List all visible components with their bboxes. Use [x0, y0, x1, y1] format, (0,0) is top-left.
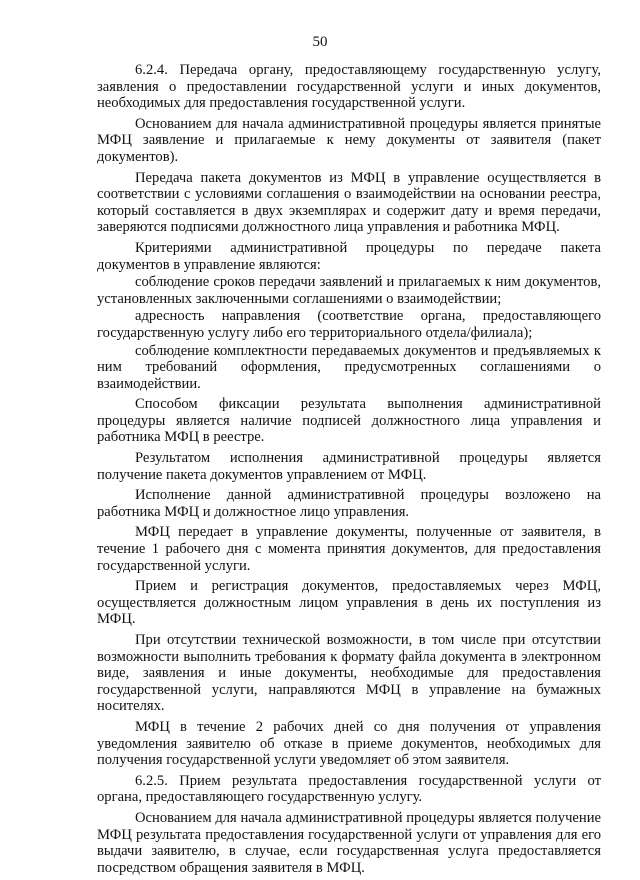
paragraph-basis: Основанием для начала административной процедуры является принятые МФЦ заявление и прилагаемые к нему документы от заявителя (пакет документов).: [97, 115, 601, 165]
paragraph-criteria-deadlines: соблюдение сроков передачи заявлений и прилагаемых к ним документов, установленных заключенными соглашениями о взаимодействии;: [97, 274, 601, 307]
paragraph-criteria-completeness: соблюдение комплектности передаваемых документов и предъявляемых к ним требований оформления, предусмотренных соглашениями о взаимодействии.: [97, 342, 601, 392]
paragraph-mfc-transfer-term: МФЦ передает в управление документы, полученные от заявителя, в течение 1 рабочего дня с момента принятия документов, для предоставления государственной услуги.: [97, 524, 601, 574]
page-number: 50: [312, 34, 328, 50]
paragraph-transfer: Передача пакета документов из МФЦ в управление осуществляется в соответствии с условиями соглашения о взаимодействии на основании реестра, который составляется в двух экземплярах и содержит дату и время передачи, заверяются подписями должностного лица управления и работника МФЦ.: [97, 169, 601, 236]
paragraph-criteria-intro: Критериями административной процедуры по передаче пакета документов в управление являются:: [97, 239, 601, 273]
paragraph-no-technical-possibility: При отсутствии технической возможности, в том числе при отсутствии возможности выполнить требования к формату файла документа в электронном виде, заявления и иные документы, необходимые для предоставления государственной услуги, направляются МФЦ в управление на бумажных носителях.: [97, 632, 601, 715]
paragraph-criteria-addressing: адресность направления (соответствие органа, предоставляющего государственную услугу либо его территориального отдела/филиала);: [97, 308, 601, 341]
paragraph-executor: Исполнение данной административной процедуры возложено на работника МФЦ и должностное лицо управления.: [97, 487, 601, 520]
paragraph-reception-registration: Прием и регистрация документов, предоставляемых через МФЦ, осуществляется должностным лицом управления в день их поступления из МФЦ.: [97, 578, 601, 628]
paragraph-result: Результатом исполнения административной процедуры является получение пакета документов управлением от МФЦ.: [97, 450, 601, 483]
paragraph-fixation-method: Способом фиксации результата выполнения административной процедуры является наличие подписей должностного лица управления и работника МФЦ в реестре.: [97, 396, 601, 446]
paragraph-refusal-notification: МФЦ в течение 2 рабочих дней со дня получения от управления уведомления заявителю об отказе в приеме документов, необходимых для получения государственной услуги уведомляет об этом заявителя.: [97, 718, 601, 769]
paragraph-result-basis: Основанием для начала административной процедуры является получение МФЦ результата предоставления государственной услуги от управления для его выдачи заявителю, в случае, если государственная услуга предоставляется посредством обращения заявителя в МФЦ.: [97, 809, 601, 876]
paragraph-section-6-2-4-heading: 6.2.4. Передача органу, предоставляющему государственную услугу, заявления о предоставлении государственной услуги и иных документов, необходимых для предоставления государственной услуги.: [97, 62, 601, 112]
paragraph-section-6-2-5-heading: 6.2.5. Прием результата предоставления государственной услуги от органа, предоставляющего государственную услугу.: [97, 772, 601, 806]
document-body: [97, 62, 601, 880]
